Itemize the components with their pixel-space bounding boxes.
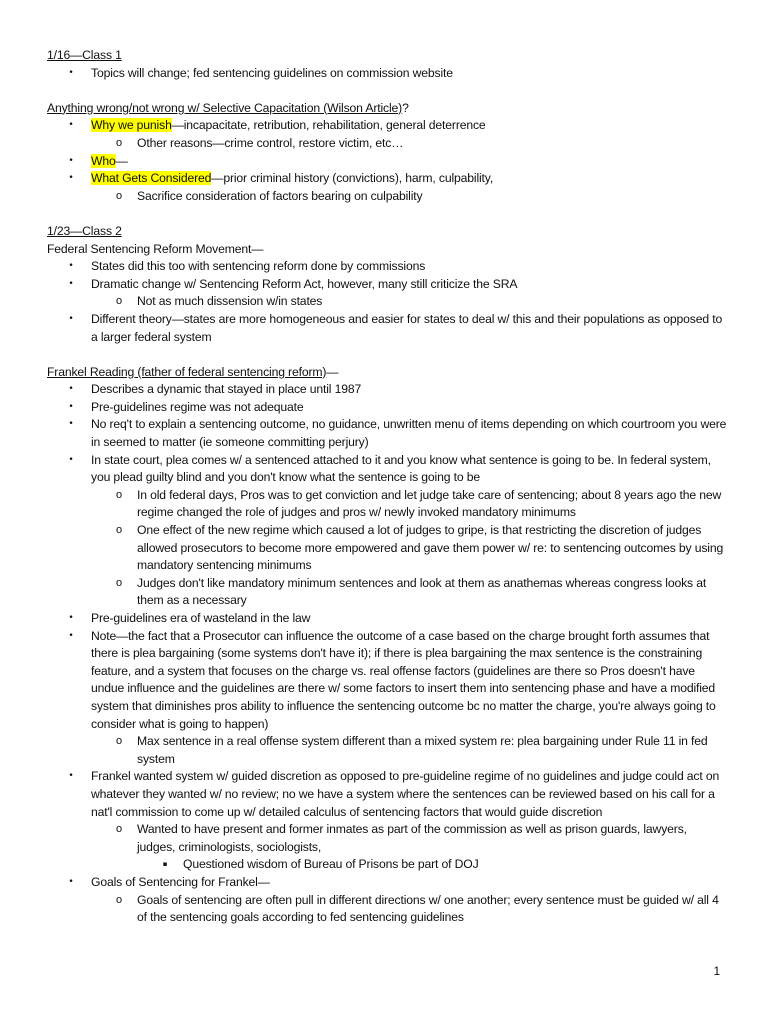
bullet-icon: • bbox=[68, 155, 74, 166]
list-item: • Goals of Sentencing for Frankel— bbox=[47, 874, 728, 892]
what-gets-considered-highlight: What Gets Considered bbox=[91, 171, 212, 186]
who-text: — bbox=[115, 153, 128, 168]
bullet-icon: • bbox=[68, 630, 74, 641]
bullet-icon: • bbox=[68, 173, 74, 184]
bullet-icon: • bbox=[68, 120, 74, 131]
circle-bullet-icon: o bbox=[116, 576, 122, 589]
list-item: • Different theory—states are more homogeneous and easier for states to deal w/ this and their populations as opposed to a larger federal system bbox=[47, 311, 728, 346]
bullet-icon: • bbox=[68, 876, 74, 887]
what-text: —prior criminal history (convictions), harm, culpability, bbox=[211, 171, 494, 186]
bullet-icon: • bbox=[68, 67, 74, 78]
list-item: • No req't to explain a sentencing outcome, no guidance, unwritten menu of items depending on which courtroom you were in seemed to matter (ie someone committing perjury) bbox=[47, 416, 728, 451]
circle-bullet-icon: o bbox=[116, 823, 122, 836]
bullet-icon: • bbox=[68, 261, 74, 272]
circle-bullet-icon: o bbox=[116, 735, 122, 748]
list-item: o Wanted to have present and former inmates as part of the commission as well as prison guards, lawyers, judges, criminologists, sociologists, bbox=[47, 821, 728, 856]
bullet-icon: • bbox=[68, 771, 74, 782]
sacrifice-text: Sacrifice consideration of factors bearing on culpability bbox=[137, 188, 423, 203]
circle-bullet-icon: o bbox=[116, 295, 122, 308]
bullet-icon: • bbox=[68, 401, 74, 412]
topics-text: Topics will change; fed sentencing guidelines on commission website bbox=[91, 65, 453, 80]
frankel-list bbox=[47, 381, 728, 926]
list-item: • Frankel wanted system w/ guided discretion as opposed to pre-guideline regime of no guidelines and judge could act on whatever they wanted w/ no review; no we have a system where the sentences can be reviewed based on his call for a nat'l commission to come up w/ detailed calculus of sentencing factors that would guide discretion bbox=[47, 768, 728, 821]
why-text: —incapacitate, retribution, rehabilitation, general deterrence bbox=[171, 118, 486, 133]
list-item: • States did this too with sentencing reform done by commissions bbox=[47, 258, 728, 276]
who-highlight: Who bbox=[91, 153, 116, 168]
list-item bbox=[47, 188, 728, 206]
selective-capacitation-question: Anything wrong/not wrong w/ Selective Capacitation (Wilson Article)? bbox=[47, 100, 409, 115]
list-item: • Note—the fact that a Prosecutor can influence the outcome of a case based on the charge brought forth assumes that there is plea bargaining (some systems don't have it); if there is plea bargaining the max sentence is the constraining feature, and a system that focuses on the charge vs. real offense factors (guidelines are there so Pros doesn't have undue influence and the guidelines are there w/ some factors to insert them into sentencing phase and have a modified system that diminishes pros ability to influence the sentencing outcome bc no matter the charge, you're always going to consider what is going to happen) bbox=[47, 628, 728, 734]
frankel-heading: Frankel Reading (father of federal sentencing reform)— bbox=[47, 364, 339, 379]
list-item: ▪ Questioned wisdom of Bureau of Prisons be part of DOJ bbox=[47, 856, 728, 874]
list-item: • Pre-guidelines era of wasteland in the law bbox=[47, 610, 728, 628]
list-item bbox=[47, 135, 728, 153]
circle-bullet-icon: o bbox=[116, 893, 122, 906]
circle-bullet-icon: o bbox=[116, 189, 122, 202]
list-item bbox=[47, 153, 728, 171]
list-item: o Judges don't like mandatory minimum sentences and look at them as anathemas whereas congress looks at them as a necessary bbox=[47, 575, 728, 610]
bullet-icon: • bbox=[68, 613, 74, 623]
list-item: o Not as much dissension w/in states bbox=[47, 293, 728, 311]
list-item: • Pre-guidelines regime was not adequate bbox=[47, 399, 728, 417]
bullet-icon: • bbox=[68, 313, 74, 324]
list-item: o In old federal days, Pros was to get conviction and let judge take care of sentencing; about 8 years ago the new regime changed the role of judges and pros w/ newly invoked mandatory minimums bbox=[47, 487, 728, 522]
circle-bullet-icon: o bbox=[116, 136, 122, 149]
bullet-icon: • bbox=[68, 454, 74, 465]
class1-list bbox=[47, 65, 728, 83]
list-item bbox=[47, 117, 728, 135]
list-item: • Dramatic change w/ Sentencing Reform Act, however, many still criticize the SRA bbox=[47, 276, 728, 294]
why-we-punish-highlight: Why we punish bbox=[91, 118, 172, 133]
reform-movement-heading: Federal Sentencing Reform Movement— bbox=[47, 241, 264, 256]
bullet-icon: • bbox=[68, 384, 74, 395]
page-number: 1 bbox=[713, 964, 720, 978]
list-item: o One effect of the new regime which caused a lot of judges to gripe, is that restricting the discretion of judges allowed prosecutors to become more empowered and gave them power w/ re: to sentencing outcomes by using mandatory sentencing minimums bbox=[47, 522, 728, 575]
bullet-icon: • bbox=[68, 419, 74, 430]
list-item: • In state court, plea comes w/ a sentenced attached to it and you know what sentence is going to be. In federal system, you plead guilty blind and you don't know what the sentence is going to be bbox=[47, 452, 728, 487]
class1-heading: 1/16—Class 1 bbox=[47, 48, 122, 62]
list-item bbox=[47, 65, 728, 83]
square-bullet-icon: ▪ bbox=[162, 860, 168, 869]
list-item: o Goals of sentencing are often pull in different directions w/ one another; every sentence must be guided w/ all 4 of the sentencing goals according to fed sentencing guidelines bbox=[47, 892, 728, 927]
class1-question-list bbox=[47, 117, 728, 205]
list-item bbox=[47, 170, 728, 188]
bullet-icon: • bbox=[68, 278, 74, 289]
list-item: • Describes a dynamic that stayed in place until 1987 bbox=[47, 381, 728, 399]
class2-list bbox=[47, 258, 728, 346]
list-item: o Max sentence in a real offense system different than a mixed system re: plea bargaining under Rule 11 in fed system bbox=[47, 733, 728, 768]
class2-heading: 1/23—Class 2 bbox=[47, 223, 122, 238]
circle-bullet-icon: o bbox=[116, 488, 122, 501]
other-reasons-text: Other reasons—crime control, restore victim, etc… bbox=[137, 135, 404, 150]
circle-bullet-icon: o bbox=[116, 524, 122, 537]
